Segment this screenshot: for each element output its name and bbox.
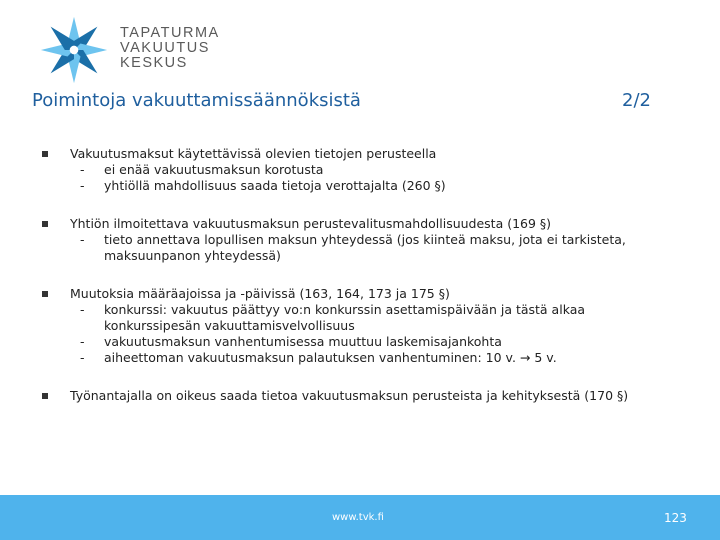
page-title: Poimintoja vakuuttamissäännöksistä [32,90,361,111]
content-area [42,146,682,404]
sub-item [70,334,682,350]
sub-text: yhtiöllä mahdollisuus saada tietoja verottajalta (260 §) [104,178,446,193]
page-indicator: 2/2 [622,90,651,111]
bullet-text: Muutoksia määräajoissa ja -päivissä (163, 164, 173 ja 175 §) [70,286,450,301]
logo-line-3: KESKUS [120,55,188,71]
bullet-text: Vakuutusmaksut käytettävissä olevien tietojen perusteella [70,146,437,161]
sub-item [70,162,682,178]
bullet-item [42,216,682,264]
dash-icon: - [80,162,85,177]
bullet-item [42,146,682,194]
bullet-marker-icon [42,291,48,297]
dash-icon: - [80,350,85,365]
sub-item [70,350,682,366]
sub-item [70,178,682,194]
sub-item [70,302,682,334]
bullet-text: Työnantajalla on oikeus saada tietoa vakuutusmaksun perusteista ja kehityksestä (170 §) [70,388,629,403]
bullet-marker-icon [42,151,48,157]
sub-text: tieto annettava lopullisen maksun yhteydessä (jos kiinteä maksu, jota ei tarkisteta, maksuunpanon yhteydessä) [104,232,626,263]
dash-icon: - [80,334,85,349]
logo-star-icon [38,14,110,86]
sub-text: konkurssi: vakuutus päättyy vo:n konkurssin asettamispäivään ja tästä alkaa konkurssipesän vakuuttamisvelvollisuus [104,302,586,333]
bullet-item [42,286,682,366]
dash-icon: - [80,178,85,193]
bullet-text: Yhtiön ilmoitettava vakuutusmaksun perustevalitusmahdollisuudesta (169 §) [70,216,552,231]
sub-text: aiheettoman vakuutusmaksun palautuksen vanhentuminen: 10 v. → 5 v. [104,350,557,365]
footer-url-link[interactable]: www.tvk.fi [332,512,384,523]
footer-bar [0,495,720,540]
dash-icon: - [80,302,85,317]
slide-number: 123 [664,511,687,525]
logo-wordmark [120,26,220,71]
bullet-item [42,388,682,404]
dash-icon: - [80,232,85,247]
bullet-marker-icon [42,221,48,227]
logo-line-2: VAKUUTUS [120,40,210,56]
sub-text: ei enää vakuutusmaksun korotusta [104,162,324,177]
sub-item [70,232,682,264]
logo-line-1: TAPATURMA [120,25,220,41]
bullet-marker-icon [42,393,48,399]
sub-text: vakuutusmaksun vanhentumisessa muuttuu laskemisajankohta [104,334,502,349]
